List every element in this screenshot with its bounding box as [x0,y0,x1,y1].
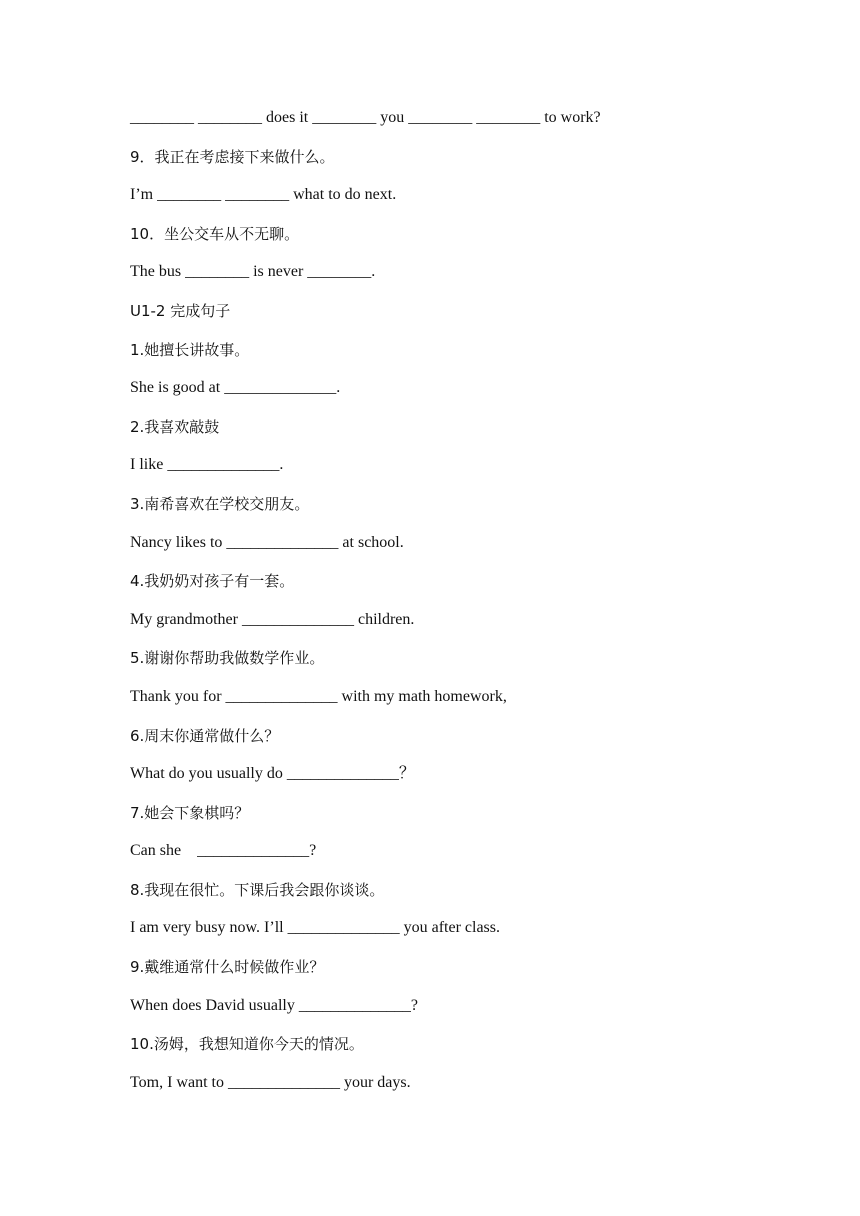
sentence-line: Nancy likes to ______________ at school. [130,533,404,551]
question-line: 2.我喜欢敲鼓 [130,417,220,436]
question-line: 9.戴维通常什么时候做作业？ [130,958,325,977]
question-line: 3.南希喜欢在学校交朋友。 [130,494,310,513]
section-heading: U1-2 完成句子 [130,301,231,320]
sentence-line: She is good at ______________. [130,379,341,397]
sentence-line: ________ ________ does it ________ you ________ ________ to work? [130,109,601,126]
question-line: 4.我奶奶对孩子有一套。 [130,572,295,591]
sentence-line: Tom, I want to ______________ your days. [130,1073,411,1091]
question-line: 1.她擅长讲故事。 [130,340,250,359]
question-line: 9．我正在考虑接下来做什么。 [130,147,335,166]
question-line: 10．坐公交车从不无聊。 [130,224,300,243]
sentence-line: The bus ________ is never ________. [130,263,376,281]
sentence-line: I like ______________. [130,456,284,474]
sentence-line: When does David usually ______________? [130,996,418,1014]
sentence-line: Thank you for ______________ with my math homework, [130,687,507,705]
question-line: 7.她会下象棋吗？ [130,803,250,822]
exercise-lines [130,107,790,1110]
question-line: 10.汤姆，我想知道你今天的情况。 [130,1035,364,1054]
sentence-line: My grandmother ______________ children. [130,610,415,628]
question-line: 8.我现在很忙。下课后我会跟你谈谈。 [130,880,385,899]
question-line: 6.周末你通常做什么？ [130,726,280,745]
sentence-line: I am very busy now. I’ll ______________ you after class. [130,919,500,937]
sentence-line: Can she ______________? [130,842,317,860]
sentence-line: I’m ________ ________ what to do next. [130,186,397,204]
sentence-line: What do you usually do ______________？ [130,765,415,783]
question-line: 5.谢谢你帮助我做数学作业。 [130,649,325,668]
